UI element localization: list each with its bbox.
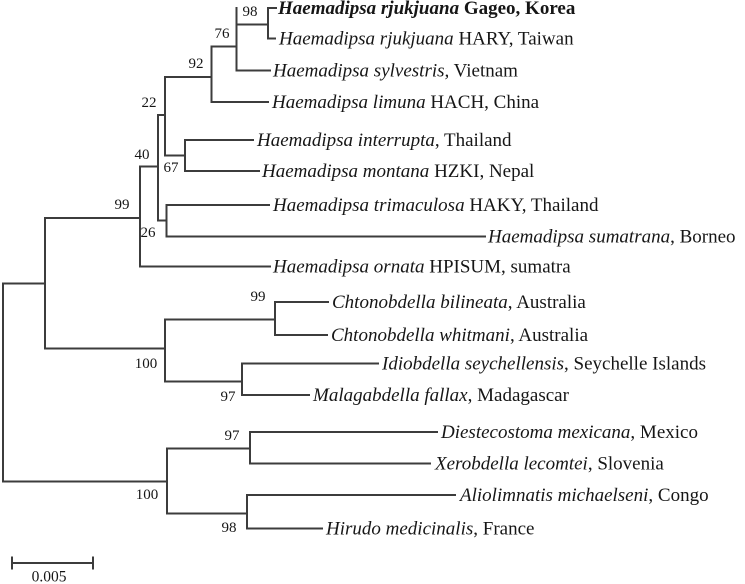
bootstrap-value: 22 (141, 95, 157, 111)
species-name: Chtonobdella bilineata (332, 291, 508, 313)
locality-text: , Borneo (670, 226, 736, 247)
locality-text: , Mexico (630, 421, 698, 443)
species-name: Haemadipsa sylvestris, (273, 60, 450, 81)
taxon-label (325, 518, 534, 539)
bootstrap-value: 100 (134, 356, 158, 372)
species-name: Haemadipsa limuna (272, 91, 426, 113)
species-name: Haemadipsa sumatrana (488, 226, 671, 247)
taxon-label (487, 226, 736, 247)
locality-text: , Australia (507, 291, 586, 313)
locality-text: , Congo (648, 484, 709, 506)
locality-text: Gageo, Korea (459, 0, 576, 19)
bootstrap-value: 98 (242, 4, 258, 20)
bootstrap-value: 40 (134, 147, 150, 163)
species-name: Chtonobdella whitmani (331, 324, 510, 346)
taxon-label (458, 485, 709, 506)
species-name: Aliolimnatis michaelseni (460, 484, 649, 506)
locality-text: HZKI, Nepal (429, 160, 535, 182)
taxon-label (332, 292, 586, 313)
species-name: Hirudo medicinalis (326, 518, 474, 539)
bootstrap-value: 76 (214, 26, 230, 42)
bootstrap-value: 92 (188, 56, 204, 72)
bootstrap-value: 67 (163, 160, 179, 176)
taxon-label (440, 422, 698, 443)
taxon-label (261, 161, 534, 182)
species-name: Malagabdella fallax (313, 384, 468, 406)
bootstrap-value: 97 (224, 428, 240, 444)
locality-text: , Madagascar (467, 384, 569, 406)
species-name: Haemadipsa ornata (273, 256, 425, 277)
locality-text: , France (473, 518, 535, 539)
taxon-label (271, 92, 540, 113)
species-name: Haemadipsa montana (262, 160, 430, 182)
taxon-label (256, 130, 512, 151)
locality-text: , Thailand (434, 129, 512, 151)
locality-text: HARY, Taiwan (453, 28, 574, 49)
taxon-label (434, 453, 664, 474)
bootstrap-value: 26 (140, 225, 156, 241)
species-name: Idiobdella seychellensis (382, 353, 565, 374)
scale-bar-label: 0.005 (31, 568, 67, 584)
taxon-label (272, 195, 599, 216)
taxon-label (278, 28, 574, 49)
taxon-label (381, 353, 706, 374)
taxon-label (272, 256, 571, 277)
species-name: Xerobdella lecomtei (435, 453, 588, 474)
locality-text: HPISUM, sumatra (424, 256, 571, 277)
bootstrap-value: 99 (250, 289, 266, 305)
taxon-label (312, 385, 570, 406)
locality-text: HACH, China (425, 91, 540, 113)
species-name: Haemadipsa interrupta (257, 129, 435, 151)
species-name: Diestecostoma mexicana (441, 421, 631, 443)
species-name: Haemadipsa rjukjuana (279, 28, 454, 49)
bootstrap-value: 100 (135, 487, 159, 503)
taxon-label (331, 325, 589, 346)
bootstrap-value: 97 (220, 389, 236, 405)
species-name: Haemadipsa rjukjuana (278, 0, 460, 19)
locality-text: , Australia (509, 324, 589, 346)
taxon-label (277, 0, 576, 19)
locality-text: HAKY, Thailand (464, 194, 599, 216)
taxon-label (272, 60, 518, 81)
locality-text: , Seychelle Islands (564, 353, 706, 374)
bootstrap-value: 98 (221, 520, 237, 536)
locality-text: Vietnam (449, 60, 518, 81)
bootstrap-value: 99 (114, 197, 130, 213)
species-name: Haemadipsa trimaculosa (273, 194, 465, 216)
locality-text: , Slovenia (587, 453, 664, 474)
